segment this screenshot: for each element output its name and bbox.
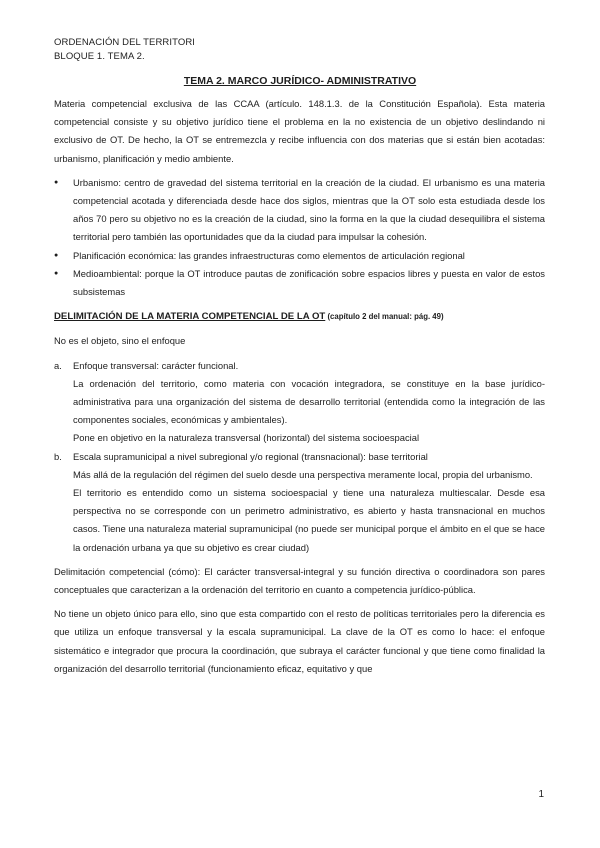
document-body [54,95,545,684]
running-header [54,36,195,64]
alpha-item-a-title: Enfoque transversal: carácter funcional. [73,359,239,371]
intro-paragraph: Materia competencial exclusiva de las CCAA (artículo. 148.1.3. de la Constitución Española). Esta materia competencial consiste y su objetivo jurídico tiene el problema en la no existencia de un objetivo deslindando ni exclusivo de OT. De hecho, la OT se entremezcla y recibe influencia con dos materias que si están bien acotadas: urbanismo, planificación y medio ambiente. [54,98,545,164]
alpha-list [54,357,545,557]
closing-paragraph: No tiene un objeto único para ello, sino que esta compartido con el resto de políticas territoriales pero la diferencia es que utiliza un enfoque transversal y la escala supramunicipal. La clave de la OT es como lo hace: el enfoque sistemático e integrador que procura la coordinación, que subraya el carácter funcional y que tiene como finalidad la organización del desarrollo territorial (funcionamiento eficaz, equitativo y que [54,608,545,674]
alpha-item-b-title: Escala supramunicipal a nivel subregional y/o regional (transnacional): base territorial [73,450,428,462]
alpha-item-b [54,448,545,557]
section-heading-text: DELIMITACIÓN DE LA MATERIA COMPETENCIAL DE LA OT [54,311,326,323]
alpha-item-a-paragraph-2: Pone en objetivo en la naturaleza transversal (horizontal) del sistema socioespacial [73,432,420,444]
alpha-item-a-paragraph-1: La ordenación del territorio, como materia con vocación integradora, se constituye en la base jurídico-administrativa para una organización del sistema de desarrollo territorial (entendida como la integración de las componentes sociales, económicas y ambientales). [73,377,545,426]
header-course: ORDENACIÓN DEL TERRITORI [54,37,196,48]
alpha-item-b-paragraph-2: El territorio es entendido como un sistema socioespacial y tiene una naturaleza multiescalar. Desde esa perspectiva no se corresponde con un perimetro administrativo, es abierto y hasta transnacional en muchos casos. Tiene una naturaleza material supramunicipal (no puede ser municipal porque el ámbito en el que se hace la ordenación urbana ya que su objetivo es crear ciudad) [73,487,545,553]
bullet-item-planificacion: ● Planificación económica: las grandes infraestructuras como elementos de articulación regional [54,247,545,265]
page-number: 1 [538,789,544,800]
bullet-item-urbanismo: ● Urbanismo: centro de gravedad del sistema territorial en la creación de la ciudad. El urbanismo es una materia competencial acotada y diferenciada desde hace dos siglos, mientras que la OT solo esta estudiada desde los años 70 pero su objetivo no es la creación de la ciudad, sino la forma en la que la ciudad desequilibra el sistema territorial pero también las oportunidades que da la ciudad para impulsar la cohesión. [54,174,545,247]
section-heading-note: (capítulo 2 del manual: pág. 49) [325,312,444,322]
bullet-item-medioambiental: ● Medioambiental: porque la OT introduce pautas de zonificación sobre espacios libres y puesta en valor de estos subsistemas [54,265,545,301]
header-block: BLOQUE 1. TEMA 2. [54,51,145,62]
alpha-marker-a: a. [54,359,62,371]
page-title: TEMA 2. MARCO JURÍDICO- ADMINISTRATIVO [183,75,417,87]
section-heading [54,307,545,326]
section-lead: No es el objeto, sino el enfoque [54,335,186,347]
bullet-list [54,174,545,301]
delimitation-paragraph: Delimitación competencial (cómo): El carácter transversal-integral y su función directiva o coordinadora son pares conceptuales que caracterizan a la ordenación del territorio en cuanto a competencia jurídico-pública. [54,565,545,596]
alpha-item-b-paragraph-1: Más allá de la regulación del régimen del suelo desde una perspectiva meramente local, propia del urbanismo. [73,468,533,480]
alpha-item-a [54,357,545,448]
alpha-marker-b: b. [54,450,62,462]
